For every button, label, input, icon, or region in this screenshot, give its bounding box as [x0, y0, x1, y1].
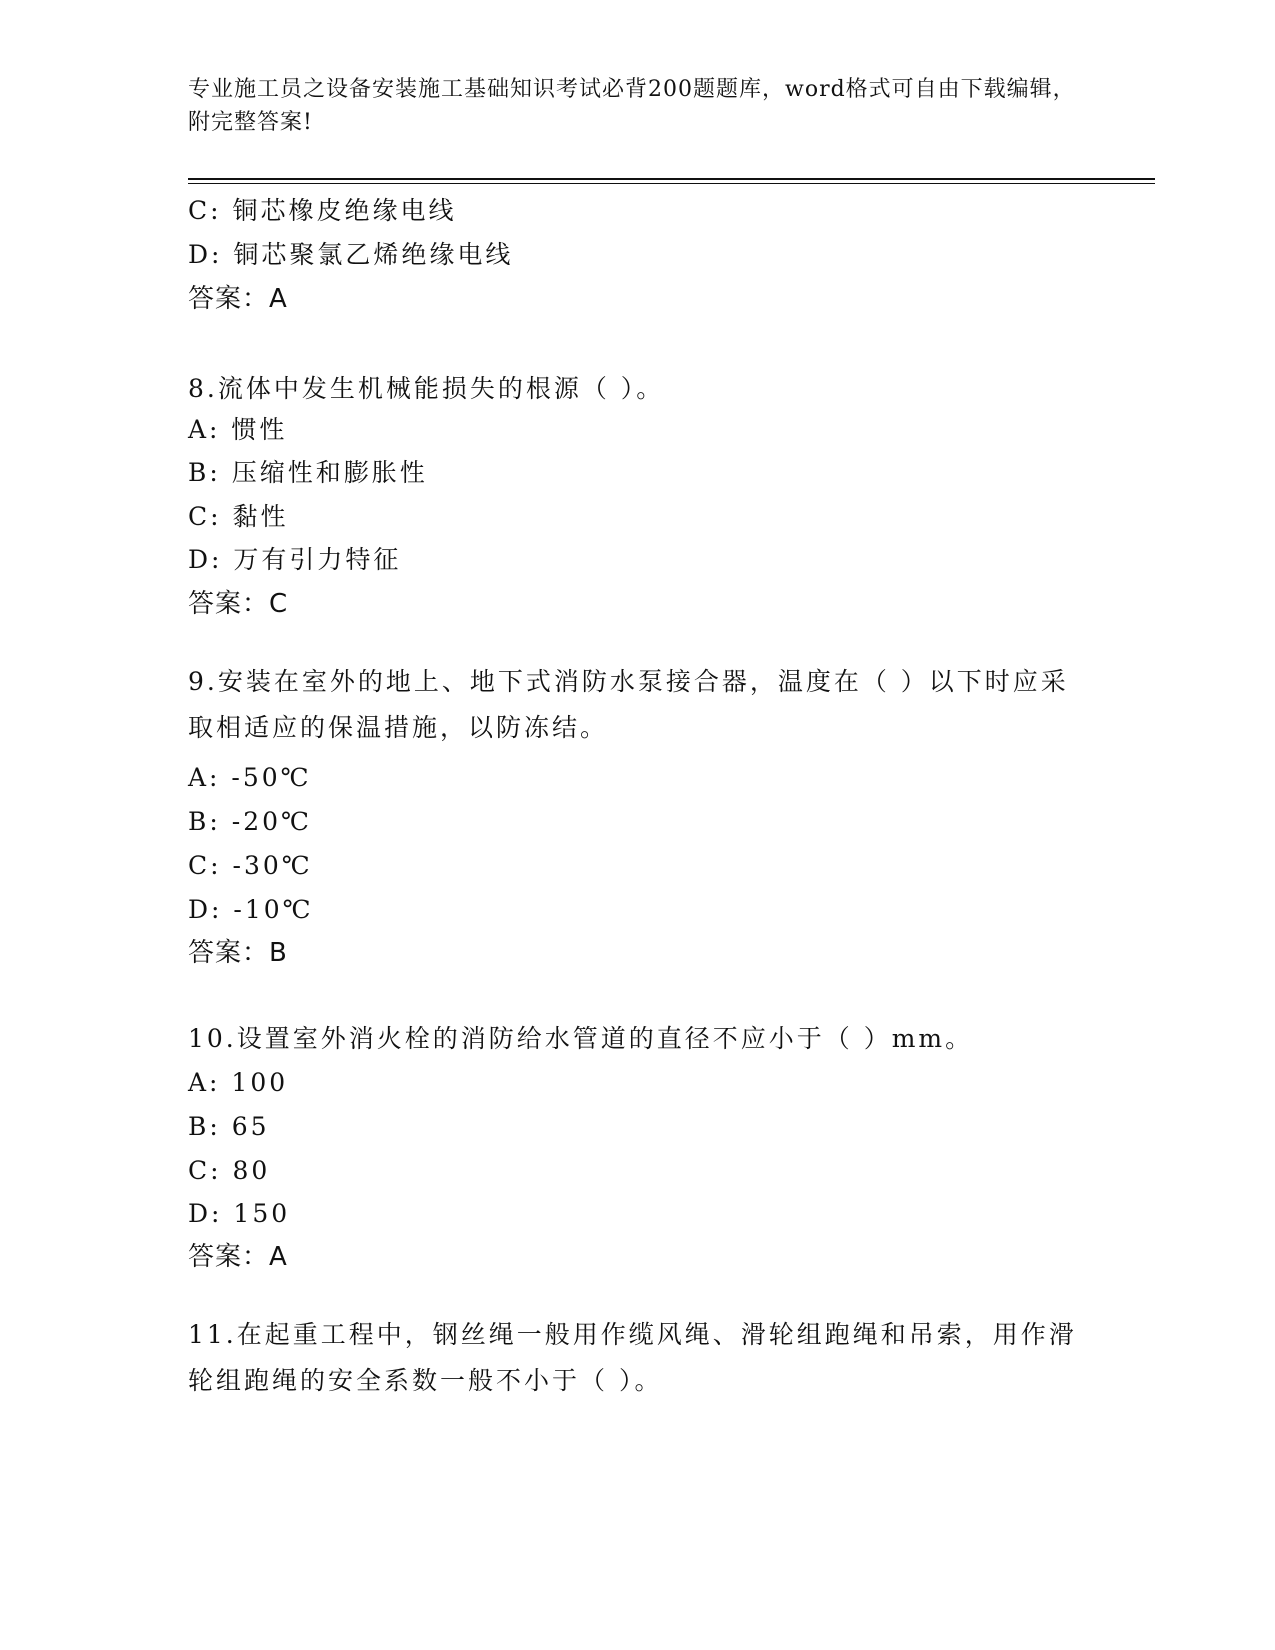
question-8-option-d: D: 万有引力特征	[188, 545, 402, 574]
question-11-text: 11.在起重工程中，钢丝绳一般用作缆风绳、滑轮组跑绳和吊索，用作滑轮组跑绳的安全系数一般不小于（ ）。	[188, 1320, 1077, 1395]
question-8-option-a: A: 惯性	[188, 415, 288, 444]
question-9-text: 9.安装在室外的地上、地下式消防水泵接合器，温度在（ ）以下时应采取相适应的保温措施，以防冻结。	[188, 667, 1069, 742]
header-rule-thin	[188, 183, 1155, 184]
question-10-answer: 答案：A	[188, 1242, 288, 1272]
question-9-option-b: B: -20℃	[188, 807, 312, 836]
question-10-option-a: A: 100	[188, 1068, 289, 1097]
question-8-option-b: B: 压缩性和膨胀性	[188, 458, 428, 487]
question-8-text: 8.流体中发生机械能损失的根源（ ）。	[188, 374, 665, 403]
question-10-option-d: D: 150	[188, 1199, 291, 1228]
header-rule-thick	[188, 178, 1155, 180]
question-10-text: 10.设置室外消火栓的消防给水管道的直径不应小于（ ）mm。	[188, 1024, 974, 1053]
question-10-option-c: C: 80	[188, 1156, 271, 1185]
question-8-option-c: C: 黏性	[188, 502, 289, 531]
question-8-answer: 答案：C	[188, 589, 289, 619]
question-9-option-a: A: -50℃	[188, 763, 312, 792]
prev-question-option-d: D: 铜芯聚氯乙烯绝缘电线	[188, 240, 514, 269]
prev-question-answer: 答案：A	[188, 284, 288, 314]
document-header: 专业施工员之设备安装施工基础知识考试必背200题题库，word格式可自由下载编辑，附完整答案!	[188, 77, 1076, 135]
prev-question-option-c: C: 铜芯橡皮绝缘电线	[188, 196, 457, 225]
question-9-answer: 答案：B	[188, 938, 288, 968]
question-10-option-b: B: 65	[188, 1112, 270, 1141]
question-9-option-d: D: -10℃	[188, 895, 314, 924]
question-9-option-c: C: -30℃	[188, 851, 313, 880]
